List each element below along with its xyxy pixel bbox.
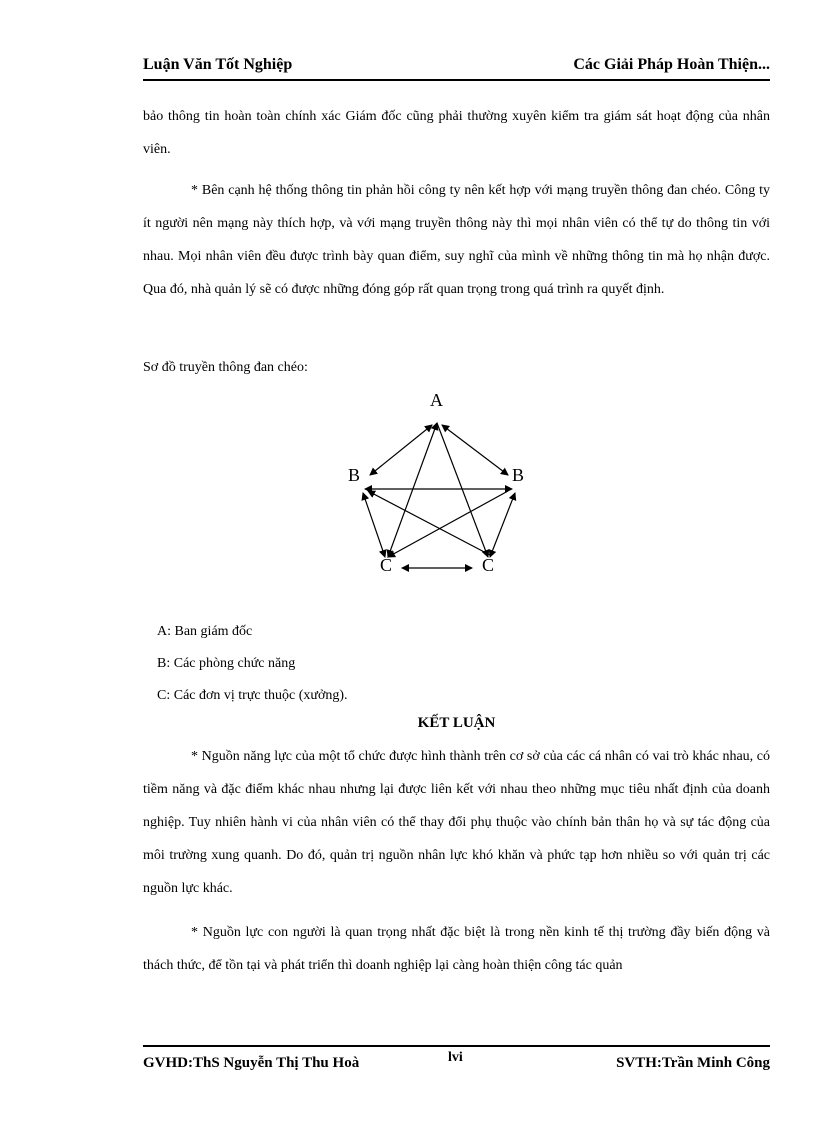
node-b-right: B [512,465,525,485]
conclusion-title: KẾT LUẬN [417,715,496,731]
legend-item-a: A: Ban giám đốc [157,624,253,639]
page-header [143,52,770,80]
edge-bl-cl [363,493,385,557]
paragraph-1: bảo thông tin hoàn toàn chính xác Giám đốc cũng phải thường xuyên kiểm tra giám sát hoạt động của nhân viên. [143,109,770,157]
node-b-left: B [348,465,361,485]
edge-br-cr [490,493,515,557]
footer-student: SVTH:Trần Minh Công [616,1055,770,1071]
edge-br-cl [388,491,508,557]
legend-item-b: B: Các phòng chức năng [157,656,296,671]
paragraph-4: * Nguồn lực con người là quan trọng nhất đặc biệt là trong nền kinh tế thị trường đầy biến động và thách thức, để tồn tại và phát triển thì doanh nghiệp lại càng hoàn thiện công tác quản [143,925,770,973]
node-c-left: C [380,555,393,575]
paragraph-2: * Bên cạnh hệ thống thông tin phản hồi công ty nên kết hợp với mạng truyền thông đan chéo. Công ty ít người nên mạng này thích hợp, và với mạng truyền thông này thì mọi nhân viên có thể tự do thông tin với nhau. Mọi nhân viên đều được trình bày quan điểm, suy nghĩ của mình về những thông tin mà họ nhận được. Qua đó, nhà quản lý sẽ có được những đóng góp rất quan trọng trong quá trình ra quyết định. [143,183,770,297]
edge-a-bl [370,425,432,475]
node-a: A [430,390,443,410]
header-title-left: Luận Văn Tốt Nghiệp [143,56,293,73]
legend-item-c: C: Các đơn vị trực thuộc (xưởng). [157,688,348,703]
paragraph-3: * Nguồn năng lực của một tổ chức được hình thành trên cơ sở của các cá nhân có vai trò khác nhau, có tiềm năng và đặc điểm khác nhau nhưng lại được liên kết với nhau theo những mục tiêu nhất định của doanh nghiệp. Tuy nhiên hành vi của nhân viên có thể thay đổi phụ thuộc vào chính bản thân họ và sự tác động của môi trường xung quanh. Do đó, quản trị nguồn nhân lực khó khăn và phức tạp hơn nhiều so với quản trị các nguồn lực khác. [143,749,770,896]
page-number: lvi [448,1050,463,1065]
edge-a-cr [437,423,488,557]
edge-a-br [442,425,508,475]
footer-supervisor: GVHD:ThS Nguyễn Thị Thu Hoà [143,1055,360,1071]
edge-a-cl [388,423,437,557]
diagram-caption: Sơ đồ truyền thông đan chéo: [143,360,308,375]
header-rule [143,79,770,81]
footer-rule [143,1045,770,1047]
cross-communication-diagram [330,385,530,585]
edge-bl-cr [368,491,490,555]
header-title-right: Các Giải Pháp Hoàn Thiện... [573,56,770,73]
node-c-right: C [482,555,495,575]
